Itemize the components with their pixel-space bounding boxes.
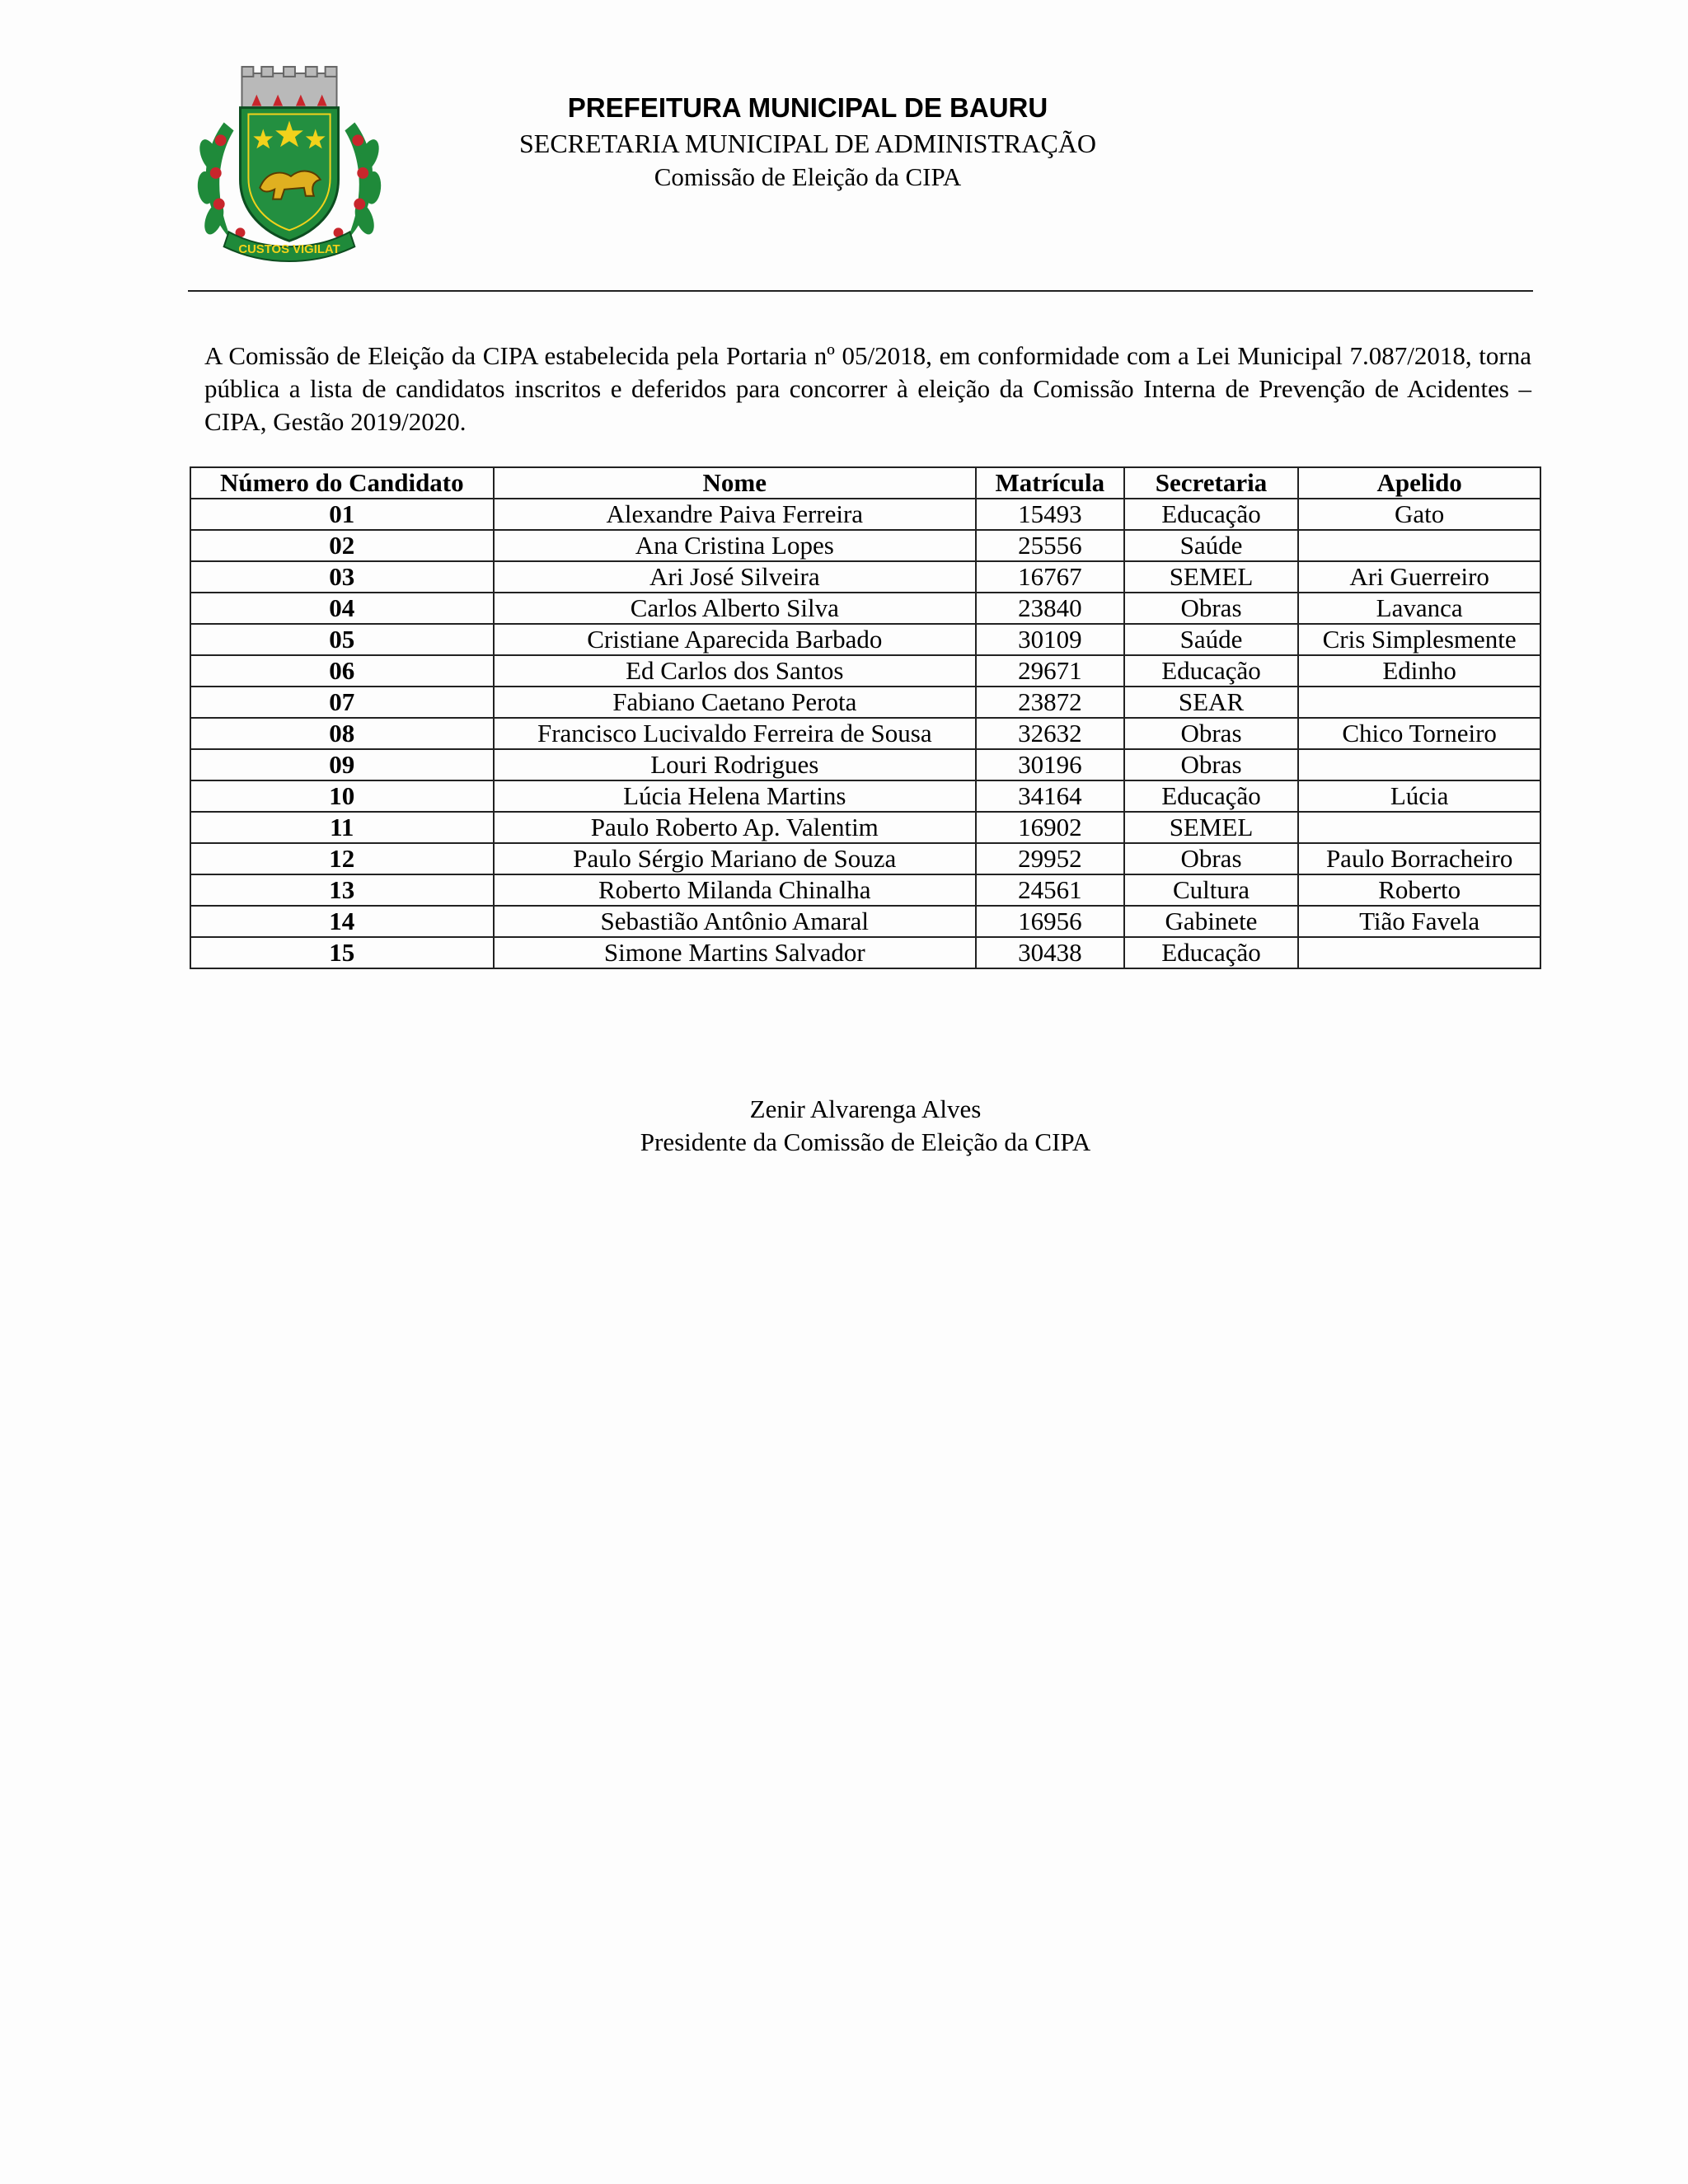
candidate-registration: 24561 — [976, 874, 1124, 906]
candidate-number: 07 — [190, 687, 494, 718]
signatory-role: Presidente da Comissão de Eleição da CIPA — [640, 1127, 1091, 1156]
candidate-registration: 16767 — [976, 561, 1124, 593]
candidate-nickname — [1298, 812, 1540, 843]
candidate-registration: 16956 — [976, 906, 1124, 937]
candidate-number: 01 — [190, 499, 494, 530]
candidate-department: Gabinete — [1124, 906, 1299, 937]
table-row — [190, 749, 1540, 780]
candidate-department: SEMEL — [1124, 812, 1299, 843]
candidate-registration: 23872 — [976, 687, 1124, 718]
candidate-registration: 16902 — [976, 812, 1124, 843]
candidate-nickname: Cris Simplesmente — [1298, 624, 1540, 655]
column-header-nickname: Apelido — [1298, 467, 1540, 499]
page-title: PREFEITURA MUNICIPAL DE BAURU — [567, 92, 1048, 123]
candidate-department: Educação — [1124, 499, 1299, 530]
candidate-number: 11 — [190, 812, 494, 843]
candidate-registration: 25556 — [976, 530, 1124, 561]
table-row — [190, 530, 1540, 561]
header-divider — [188, 290, 1533, 292]
candidate-name: Ana Cristina Lopes — [494, 530, 976, 561]
department-name: SECRETARIA MUNICIPAL DE ADMINISTRAÇÃO — [518, 129, 1096, 158]
column-header-registration: Matrícula — [976, 467, 1124, 499]
candidate-department: SEMEL — [1124, 561, 1299, 593]
candidate-name: Ed Carlos dos Santos — [494, 655, 976, 687]
candidate-number: 02 — [190, 530, 494, 561]
candidate-number: 03 — [190, 561, 494, 593]
candidate-nickname — [1298, 687, 1540, 718]
candidate-name: Louri Rodrigues — [494, 749, 976, 780]
column-header-number: Número do Candidato — [190, 467, 494, 499]
table-row — [190, 780, 1540, 812]
crest-motto: CUSTOS VIGILAT — [238, 243, 340, 257]
candidate-name: Cristiane Aparecida Barbado — [494, 624, 976, 655]
table-row — [190, 655, 1540, 687]
candidate-department: Educação — [1124, 780, 1299, 812]
candidate-registration: 23840 — [976, 593, 1124, 624]
candidate-name: Paulo Sérgio Mariano de Souza — [494, 843, 976, 874]
table-row — [190, 937, 1540, 968]
commission-name: Comissão de Eleição da CIPA — [654, 162, 962, 191]
table-row — [190, 874, 1540, 906]
candidate-name: Fabiano Caetano Perota — [494, 687, 976, 718]
candidate-name: Paulo Roberto Ap. Valentim — [494, 812, 976, 843]
candidate-number: 04 — [190, 593, 494, 624]
signatory-name: Zenir Alvarenga Alves — [749, 1094, 982, 1123]
candidate-name: Roberto Milanda Chinalha — [494, 874, 976, 906]
table-row — [190, 499, 1540, 530]
candidate-registration: 34164 — [976, 780, 1124, 812]
candidate-registration: 32632 — [976, 718, 1124, 749]
candidate-name: Simone Martins Salvador — [494, 937, 976, 968]
candidate-nickname — [1298, 937, 1540, 968]
column-header-name: Nome — [494, 467, 976, 499]
candidate-department: Obras — [1124, 843, 1299, 874]
candidate-registration: 30109 — [976, 624, 1124, 655]
candidate-nickname: Edinho — [1298, 655, 1540, 687]
candidate-number: 14 — [190, 906, 494, 937]
candidates-table — [190, 466, 1541, 969]
candidate-department: Educação — [1124, 655, 1299, 687]
candidate-number: 06 — [190, 655, 494, 687]
candidate-registration: 15493 — [976, 499, 1124, 530]
table-row — [190, 812, 1540, 843]
candidate-name: Alexandre Paiva Ferreira — [494, 499, 976, 530]
candidate-number: 05 — [190, 624, 494, 655]
candidate-department: Obras — [1124, 749, 1299, 780]
candidate-nickname — [1298, 530, 1540, 561]
candidate-number: 13 — [190, 874, 494, 906]
table-row — [190, 624, 1540, 655]
table-row — [190, 906, 1540, 937]
table-row — [190, 687, 1540, 718]
candidate-name: Lúcia Helena Martins — [494, 780, 976, 812]
candidate-nickname: Gato — [1298, 499, 1540, 530]
candidate-nickname: Lavanca — [1298, 593, 1540, 624]
candidate-name: Francisco Lucivaldo Ferreira de Sousa — [494, 718, 976, 749]
table-row — [190, 718, 1540, 749]
candidate-department: Saúde — [1124, 530, 1299, 561]
candidate-name: Sebastião Antônio Amaral — [494, 906, 976, 937]
candidate-department: SEAR — [1124, 687, 1299, 718]
candidate-number: 15 — [190, 937, 494, 968]
candidate-number: 10 — [190, 780, 494, 812]
table-row — [190, 593, 1540, 624]
candidate-registration: 29671 — [976, 655, 1124, 687]
table-header-row — [190, 467, 1540, 499]
candidate-number: 12 — [190, 843, 494, 874]
column-header-department: Secretaria — [1124, 467, 1299, 499]
candidate-number: 09 — [190, 749, 494, 780]
candidate-department: Cultura — [1124, 874, 1299, 906]
candidate-name: Ari José Silveira — [494, 561, 976, 593]
table-row — [190, 843, 1540, 874]
candidate-registration: 29952 — [976, 843, 1124, 874]
candidate-name: Carlos Alberto Silva — [494, 593, 976, 624]
candidate-registration: 30196 — [976, 749, 1124, 780]
candidate-department: Educação — [1124, 937, 1299, 968]
candidate-department: Saúde — [1124, 624, 1299, 655]
candidate-nickname: Paulo Borracheiro — [1298, 843, 1540, 874]
table-row — [190, 561, 1540, 593]
candidate-department: Obras — [1124, 718, 1299, 749]
candidate-number: 08 — [190, 718, 494, 749]
candidate-nickname: Roberto — [1298, 874, 1540, 906]
candidate-registration: 30438 — [976, 937, 1124, 968]
candidate-nickname: Tião Favela — [1298, 906, 1540, 937]
candidate-department: Obras — [1124, 593, 1299, 624]
candidate-nickname: Lúcia — [1298, 780, 1540, 812]
candidate-nickname — [1298, 749, 1540, 780]
candidate-nickname: Ari Guerreiro — [1298, 561, 1540, 593]
candidate-nickname: Chico Torneiro — [1298, 718, 1540, 749]
intro-paragraph: A Comissão de Eleição da CIPA estabelecida pela Portaria nº 05/2018, em conformidade com a Lei Municipal 7.087/2018, torna pública a lista de candidatos inscritos e deferidos para concorrer à eleição da Comissão Interna de Prevenção de Acidentes – CIPA, Gestão 2019/2020. — [204, 341, 1531, 436]
